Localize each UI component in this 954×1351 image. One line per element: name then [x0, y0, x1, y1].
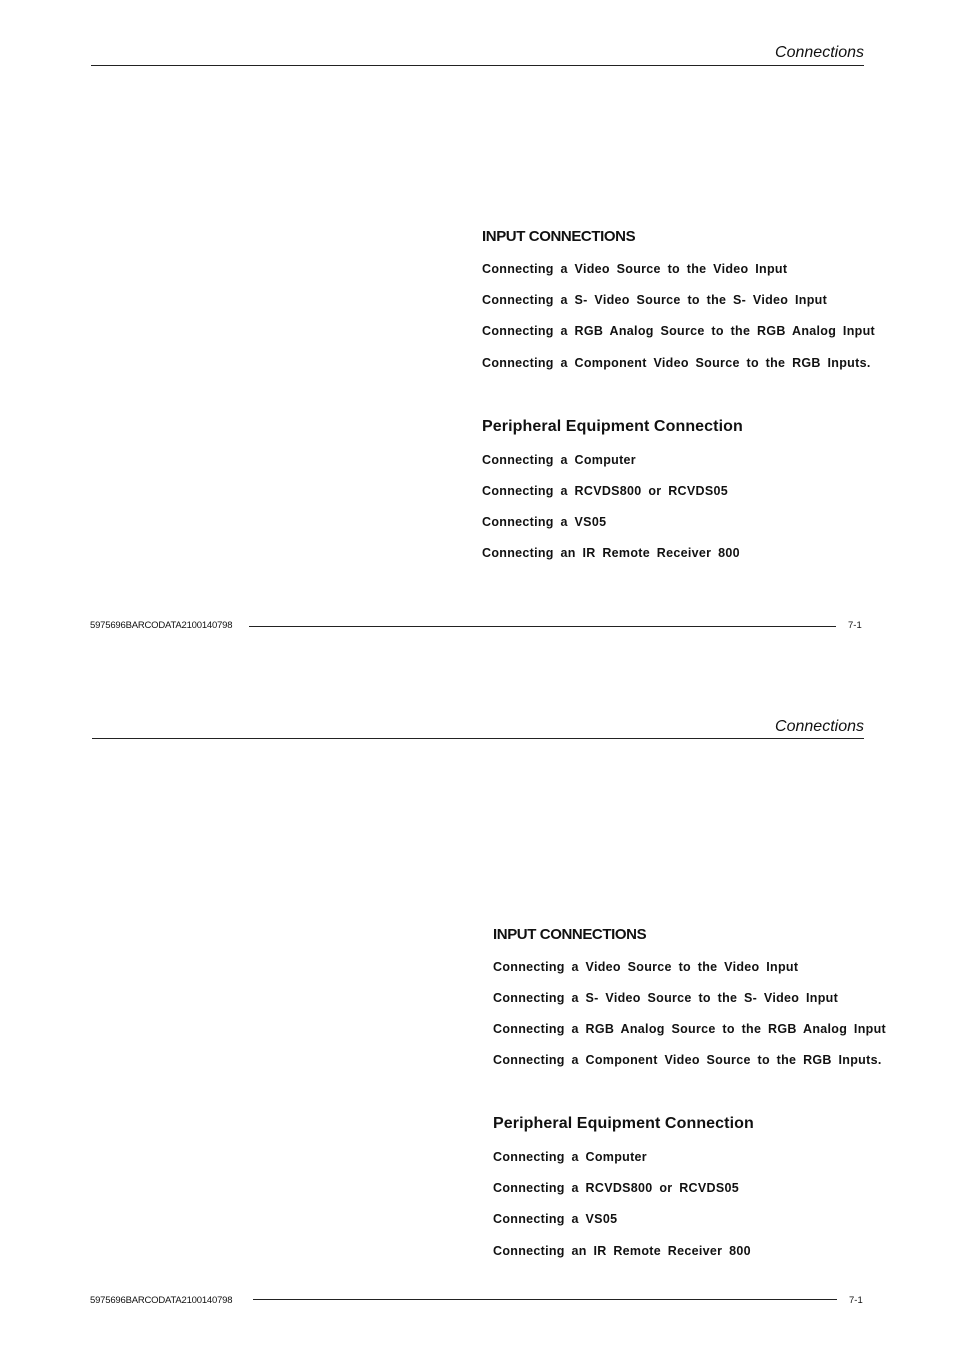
footer-page-number: 7-1: [849, 1295, 863, 1306]
document-page-2: [0, 675, 954, 1351]
header-rule: [91, 65, 864, 66]
footer-doc-code: 5975696BARCODATA2100140798: [90, 620, 233, 631]
toc-item: Connecting a VS05: [482, 515, 607, 529]
footer-rule: [249, 626, 836, 627]
document-page-1: [0, 0, 954, 675]
toc-item: Connecting a RGB Analog Source to the RGB Analog Input: [493, 1022, 886, 1036]
toc-item: Connecting a VS05: [493, 1212, 618, 1226]
toc-item: Connecting a Video Source to the Video Input: [493, 960, 799, 974]
footer-page-number: 7-1: [848, 620, 862, 631]
header-rule: [92, 738, 864, 739]
toc-item: Connecting a S- Video Source to the S- Video Input: [482, 293, 828, 307]
toc-item: Connecting a Computer: [482, 453, 636, 467]
section-heading: INPUT CONNECTIONS: [482, 228, 636, 245]
footer-doc-code: 5975696BARCODATA2100140798: [90, 1295, 233, 1306]
toc-item: Connecting a RGB Analog Source to the RGB Analog Input: [482, 324, 875, 338]
toc-item: Connecting an IR Remote Receiver 800: [493, 1244, 751, 1258]
section-heading: Peripheral Equipment Connection: [493, 1115, 754, 1132]
toc-item: Connecting a Component Video Source to the RGB Inputs.: [482, 356, 871, 370]
toc-item: Connecting a RCVDS800 or RCVDS05: [482, 484, 728, 498]
toc-item: Connecting a Component Video Source to the RGB Inputs.: [493, 1053, 882, 1067]
header-title: Connections: [775, 44, 864, 61]
toc-item: Connecting a RCVDS800 or RCVDS05: [493, 1181, 739, 1195]
section-heading: Peripheral Equipment Connection: [482, 418, 743, 435]
toc-item: Connecting a Computer: [493, 1150, 647, 1164]
toc-item: Connecting a Video Source to the Video Input: [482, 262, 788, 276]
toc-item: Connecting an IR Remote Receiver 800: [482, 546, 740, 560]
section-heading: INPUT CONNECTIONS: [493, 926, 647, 943]
header-title: Connections: [775, 718, 864, 735]
footer-rule: [253, 1299, 837, 1300]
toc-item: Connecting a S- Video Source to the S- Video Input: [493, 991, 839, 1005]
